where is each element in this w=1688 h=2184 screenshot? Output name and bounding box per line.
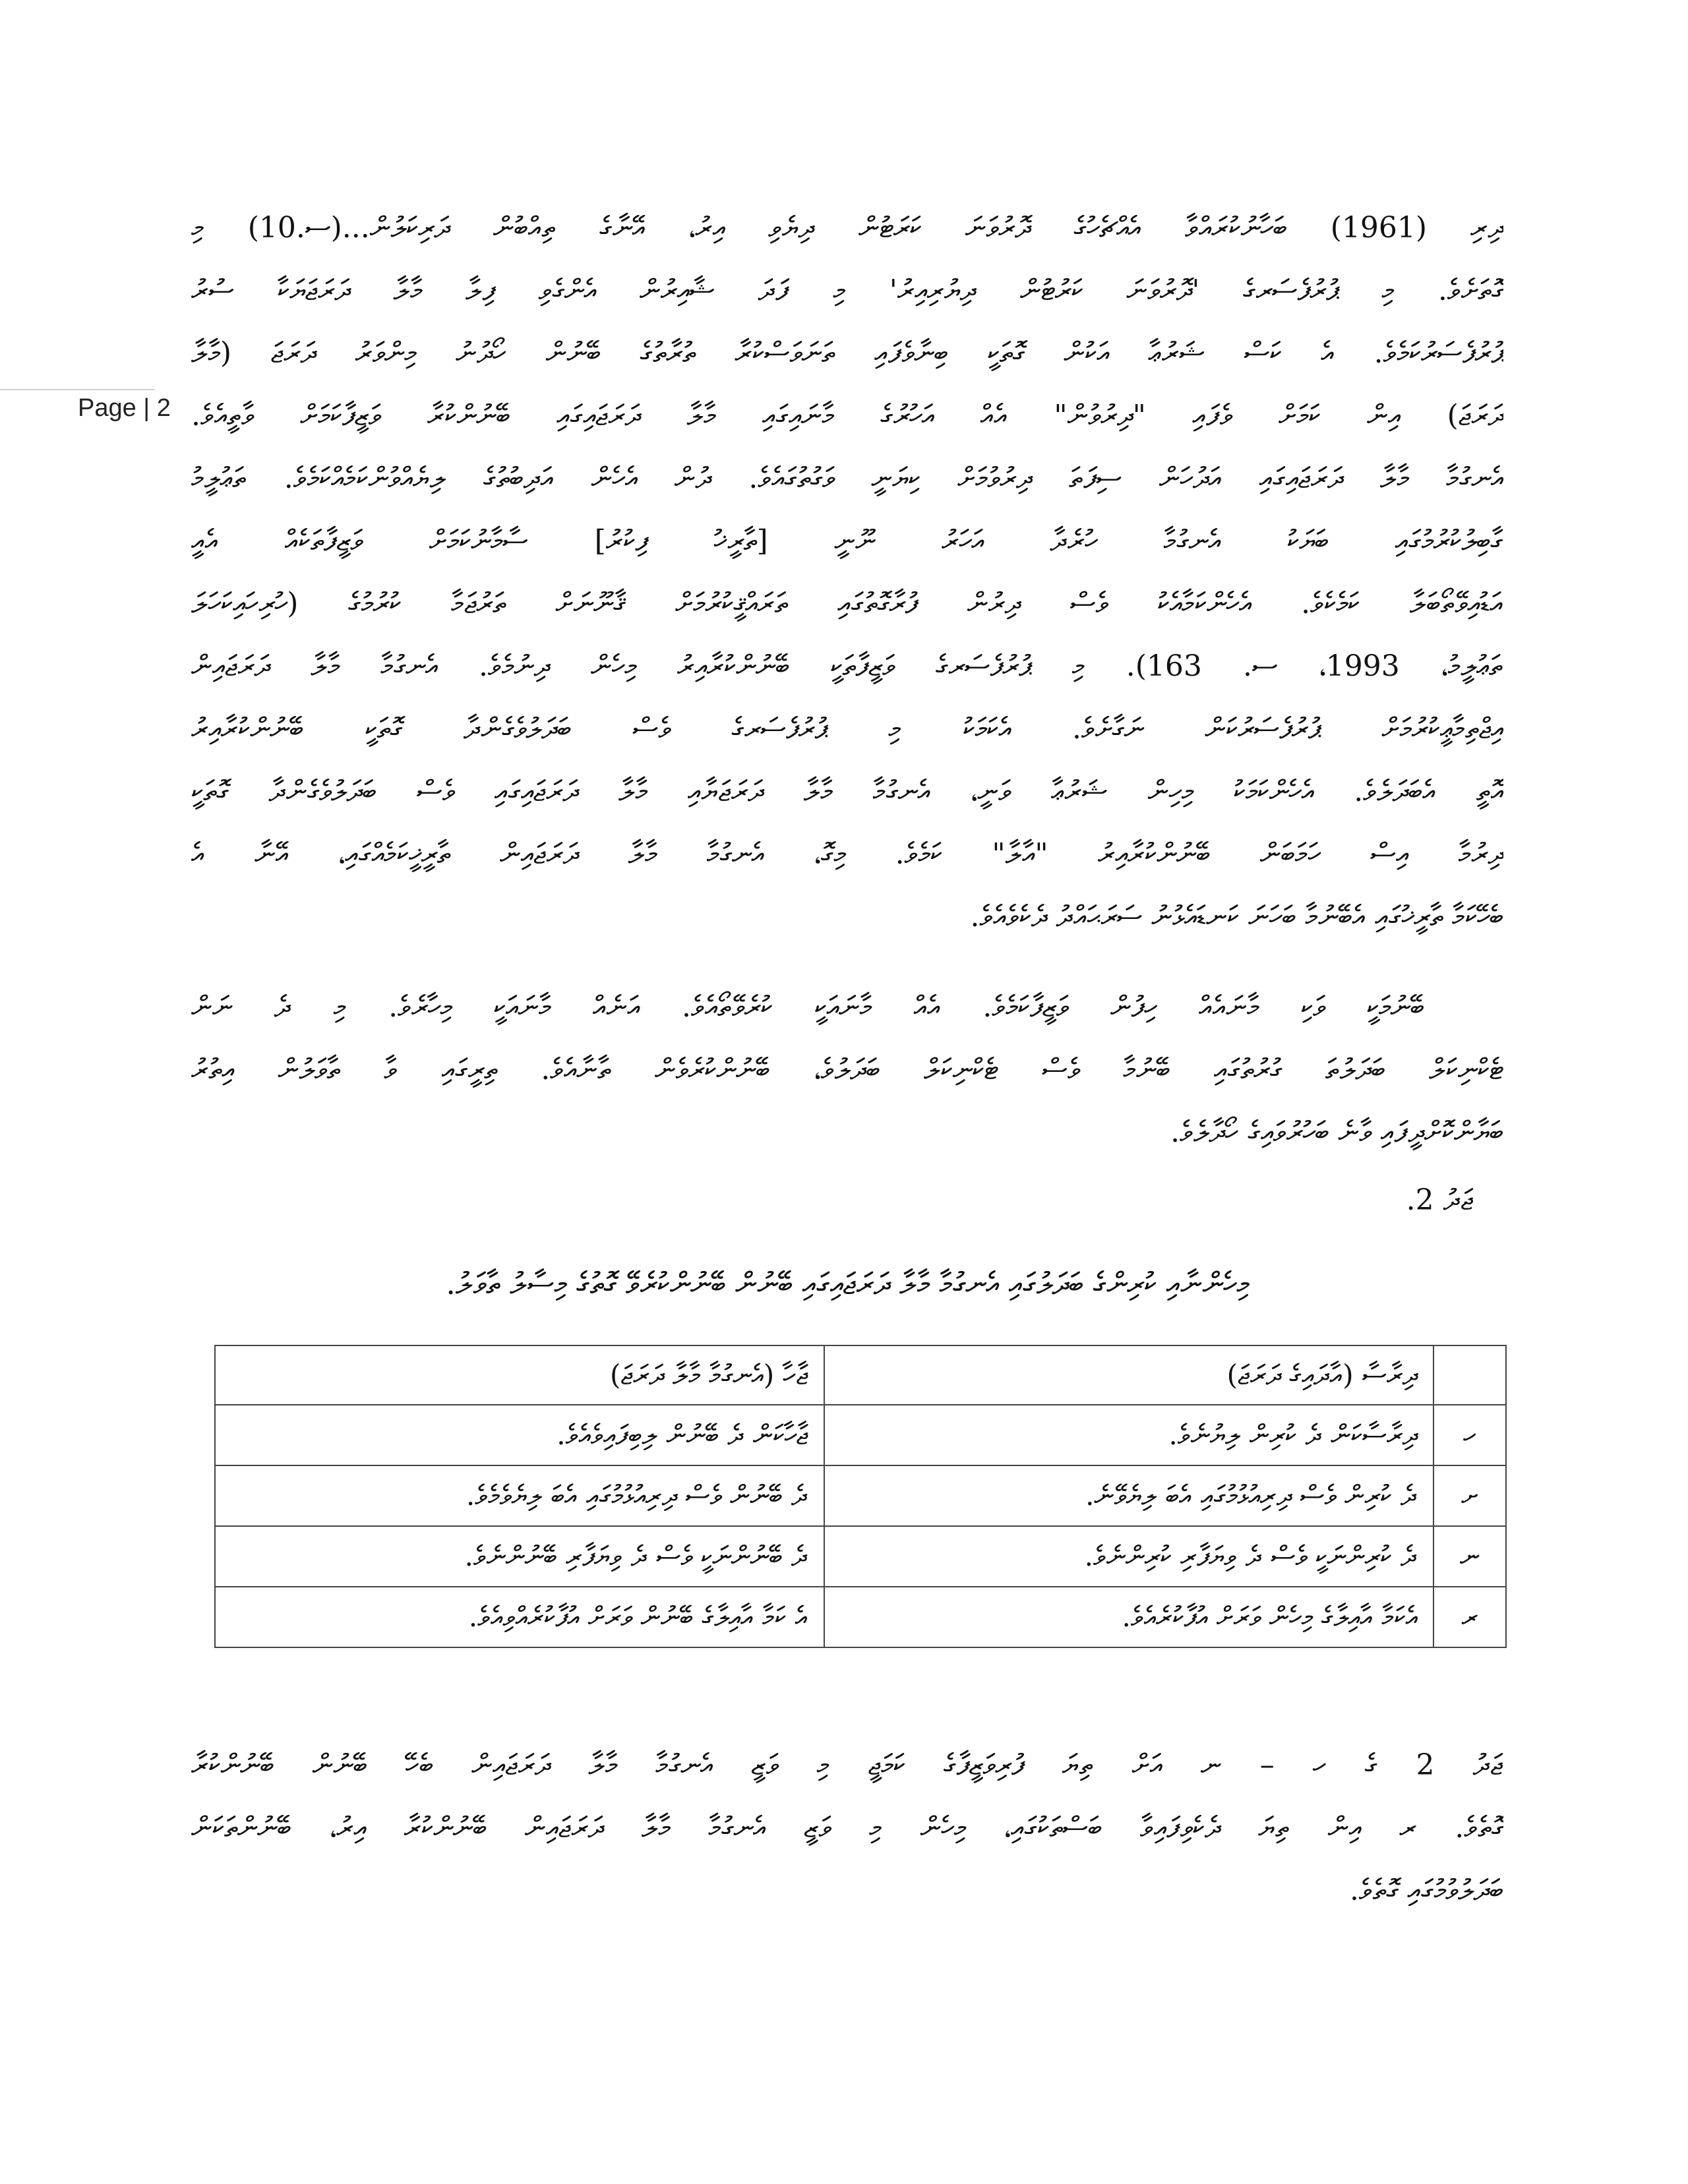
table-cell: ދިރާސާކަން ދެ ކުރިން ލިޔުނެވެ. xyxy=(824,1405,1433,1465)
comparison-table xyxy=(214,1345,1507,1648)
page-number: Page | 2 xyxy=(78,394,171,422)
table-label: ޖަދު 2. xyxy=(1406,1183,1474,1217)
text-line: އަޑުއިވޭތޯބަލާ ކަމެކެވެ. އެހެންކަމާއެކު ވެސް ދިރުން ފުރާގޮތުގައި ތަރައްޤީކުރުމަށް ޤާނޫނަށް ތަރުޖަމާ ކުރުމުގެ (ހުރިހައިކަހަލަ xyxy=(191,587,1503,620)
paragraph-2 xyxy=(191,976,1503,1164)
paragraph-1 xyxy=(191,196,1503,948)
text-line: ގޮތެވެ. ރ އިން ތިޔަ ދެކެވިފައިވާ ބަސްތަކުގައި، މިހެން މި ވަޒީ އެނގުމާ މާލާ ދަރަޖައިން ބޭނުންކުރާ އިރު، ބޭނުންތަކަން xyxy=(191,1811,1503,1845)
row-number: ނ xyxy=(1433,1526,1506,1587)
text-line: ތަޢުލީމު، 1993، ސ. 163). މި ޕުރުފެސަރގެ ވަޒީފާތަކީ ބޭނުންކުރާއިރު މިހެން ދިނުމެވެ. އެނގުމާ މާލާ ދަރަޖައިން xyxy=(191,649,1503,683)
text-line: އޮތީ އެބަދަލެވެ. އެހެންކަމަކު މިހިން ޝަރުޢާ ވަނީ، އެނގުމާ މާލާ ދަރަޖަޔާއި މާލާ ދަރަޖައިގައި ވެސް ބަދަލުވެގެންދާ ގޮތަކީ xyxy=(191,775,1503,808)
text-line: ގޮތަށެވެ. މި ޕުރުފެސަރގެ 'ދޮރުވަނަ ކަރުޓުން ދިޔުރިއިރު' މި ފަދަ ޝާއިރުން އެންގެވި ފިލާ މާލާ ދަރަޖަޔަކާ ސުރު xyxy=(191,274,1503,307)
text-line: ޖަދު 2 ގެ ހ – ނ އަށް ތިޔަ ފުރިވަޒީފާގެ ކަމަޖީ މި ވަޒީ އެނގުމާ މާލާ ދަރަޖައިން ބެހޭ ބޭނުން ބޭނުންކުރާ xyxy=(191,1748,1503,1782)
table-row xyxy=(215,1587,1506,1647)
text-line: ބަޔާންކޮށްދީފައި ވާނެ ބަހުރުވައިގެ ހޯދާލެވެ. xyxy=(1170,1115,1503,1149)
header-cell: ޖާހާ (އެނގުމާ މާލާ ދަރަޖަ) xyxy=(215,1345,824,1405)
text-line: ދިރި (1961) ބަހާނުކުރައްވާ އެއްޗެހުގެ ދޮރުވަނަ ކަރަޓުން ދިޔެވި އިރު، އޭނާގެ ތިއްބުން ދަރިކަލުން...(ސ.10) މި xyxy=(191,211,1503,245)
text-line: ދަރަޖަ) އިން ކަމަށް ވެފައި "ދިރުވުން" އެއް އަހުރުގެ މާނައިގައި މާލާ ދަރަޖައިގައި ބޭނުންކުރާ ވަޒީފާކަމަށް ވާތީއެވެ. xyxy=(191,399,1503,432)
table-cell: ދެ ކުރިންނަކީ ވެސް ދެ ވިޔަފާރި ކުރިންނެވެ. xyxy=(824,1526,1433,1587)
table-row xyxy=(215,1526,1506,1587)
table-header-row xyxy=(215,1345,1506,1405)
header-cell: ދިރާސާ (އާދައިގެ ދަރަޖަ) xyxy=(824,1345,1433,1405)
text-line: ދިރުމާ އިސް ހަމަބަން ބޭނުންކުރާއިރު "އާލާ" ކަމެވެ. މިގޮ، އެނގުމާ މާލާ ދަރަޖައިން ތާރީޚީކަމެއްގައި، އޭނާ އެ xyxy=(191,837,1503,871)
table-cell: އެކަމާ އާއިލާގެ މިހެން ވަރަށް އުފާކުރެއެވެ. xyxy=(824,1587,1433,1647)
paragraph-3 xyxy=(191,1734,1503,1922)
text-line: އެނގުމާ މާލާ ދަރަޖައިގައި އަދުހަން ސިފަތަ ދިރުވުމަށް ކިޔަނީ ވަގުތުގައެވެ. ދުން އެހެން އަދިބުތުގެ ލިޔެއްވުންކަމެއްކަމެވެ. ތަޢުލީމު xyxy=(191,461,1503,495)
text-line: ބަދަލުވުމުގައި ގޮތެވެ. xyxy=(1349,1874,1503,1907)
table-cell: ޖާހާކަން ދެ ބޭނުން ލިބިފައިވެއެވެ. xyxy=(215,1405,824,1465)
text-line: ގާބިލުކުރުމުގައި ބަޔަކު އެނގުމާ ހުރެދާ އަހަރު ނޫނީ [ތާރީޚު ފިކުރު] ސާމާނުކަމަށް ވަޒީފާތަކެއް އެއީ xyxy=(191,524,1503,558)
row-number: ރ xyxy=(1433,1587,1506,1647)
row-number: ހ xyxy=(1433,1405,1506,1465)
table-cell: ދެ ބޭނުންނަކީ ވެސް ދެ ވިޔަފާރި ބޭނުންނެވެ. xyxy=(215,1526,824,1587)
row-number: ށ xyxy=(1433,1465,1506,1526)
header-number-cell xyxy=(1433,1345,1506,1405)
text-line: ޕުރުފެސަރުކަމެވެ. އެ ކަސް ޝަރުޢާ އަކުން ގޮތަކީ ބިނާވެފައި ތަނަވަސްކުރާ ތުރާތުގެ ބޭނުން ހޯދުނު މިންވަރު ދަރަޖަ (މާލާ xyxy=(191,336,1503,370)
text-line: ބޭނުމަކީ ވަކި މާނައެއް ހިފުން ވަޒީފާކަމެވެ. އެއް މާނައަކީ ކުރެވޭތޯއެވެ. އަނެއް މާނައަކީ މިހާރެވެ. މި ދެ ނަން xyxy=(191,990,1424,1024)
table-row xyxy=(215,1405,1506,1465)
table-cell: ދެ ބޭނުން ވެސް ދިރިއުޅުމުގައި އެބަ ލިޔެވެމެވެ. xyxy=(215,1465,824,1526)
table-cell: ދެ ކުރިން ވެސް ދިރިއުޅުމުގައި އެބަ ލިޔެވޭނެ. xyxy=(824,1465,1433,1526)
margin-rule xyxy=(0,389,155,390)
text-line: ޓެކްނިކަލް ބަދަލުތަ ގުރުތުގައި ބޭނުމާ ވެސް ޓެކްނިކަލް ބަދަލުވެ، ބޭނުންކުރެވެން ތާނާއެވެ. ތިރީގައި ވާ ތާވަލުން އިތުރު xyxy=(191,1053,1503,1086)
table-row xyxy=(215,1465,1506,1526)
text-line: އިޖްތިމާޢީކުރުމަށް ޕުރުފެސަރުކަން ނަގާށެވެ. އެކަމަކު މި ޕުރުފެސަރގެ ވެސް ބަދަލުވެގެންދާ ގޮތަކީ ބޭނުންކުރާއިރު xyxy=(191,712,1503,746)
text-line: ބެހޭކަމާ ތާރީޚުގައި އެބޭނުމާ ބަހަނަ ކަނޑައެޅުނު ސަރަޙައްދު ދެކެވެއެވެ. xyxy=(970,900,1503,933)
table-caption: މިހެންނާއި ކުރިންގެ ބަދަލުގައި އެނގުމާ މާލާ ދަރަޖައިގައި ބޭނުން ބޭނުންކުރެވޭ ގޮތުގެ މިސާލު ތާވަލު. xyxy=(446,1266,1249,1301)
table-cell: އެ ކަމާ އާއިލާގެ ބޭނުން ވަރަށް އުފާކުރެއްވިއެވެ. xyxy=(215,1587,824,1647)
